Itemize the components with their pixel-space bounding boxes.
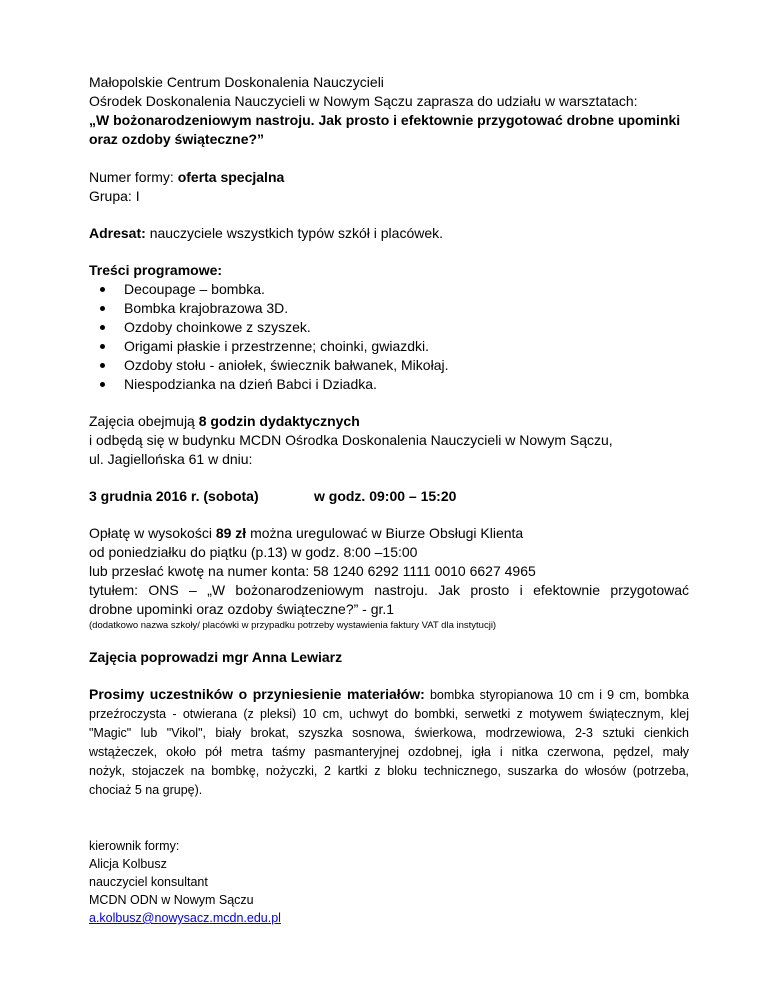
materials-text-1: bombka styropianowa 10 cm i 9 cm, bombka <box>429 688 689 702</box>
signature-institution: MCDN ODN w Nowym Sączu <box>89 893 254 907</box>
payment-note: (dodatkowo nazwa szkoły/ placówki w przypadku potrzeby wystawienia faktury VAT dla instytucji) <box>89 620 497 631</box>
form-number-value: oferta specjalna <box>177 169 285 185</box>
organization-name: Małopolskie Centrum Doskonalenia Nauczycieli <box>89 74 384 90</box>
instructor: Zajęcia poprowadzi mgr Anna Lewiarz <box>89 649 343 665</box>
list-item: Bombka krajobrazowa 3D. <box>118 299 689 318</box>
materials-line-5: nożyk, stojaczek na bombkę, nożyczki, 2 kartki z bloku technicznego, suszarka do włosów (potrzeba, <box>89 764 689 778</box>
email-link[interactable]: a.kolbusz@nowysacz.mcdn.edu.pl <box>89 911 281 925</box>
schedule-line-2: i odbędą się w budynku MCDN Ośrodka Doskonalenia Nauczycieli w Nowym Sączu, <box>89 432 613 448</box>
signature-name: Alicja Kolbusz <box>89 857 167 871</box>
schedule-line-1 <box>89 412 689 431</box>
materials-line-6: chociaż 5 na grupę). <box>89 783 203 797</box>
materials-label: Prosimy uczestników o przyniesienie materiałów: <box>89 686 425 702</box>
materials-line-3: "Magic" lub "Vikol", biały brokat, szyszka sosnowa, świerkowa, modrzewiowa, 2-3 sztuki cienkich <box>89 726 689 740</box>
document-page <box>89 73 689 927</box>
audience-label: Adresat: <box>89 225 146 241</box>
materials-line-1 <box>89 685 689 705</box>
invitation-text: Ośrodek Doskonalenia Nauczycieli w Nowym Sączu zaprasza do udziału w warsztatach: <box>89 93 638 109</box>
materials-line-4: wstążeczek, około pół metra taśmy pasmanteryjnej ozdobnej, igła i nitka czerwona, pędzel, mały <box>89 745 689 759</box>
payment-line-4: tytułem: ONS – „W bożonarodzeniowym nastroju. Jak prosto i efektownie przygotować <box>89 582 689 598</box>
list-item: Niespodzianka na dzień Babci i Dziadka. <box>118 375 689 394</box>
form-meta <box>89 168 689 206</box>
program-section <box>89 261 689 394</box>
program-label: Treści programowe: <box>89 262 223 278</box>
payment-line-3: lub przesłać kwotę na numer konta: 58 1240 6292 1111 0010 6627 4965 <box>89 563 536 579</box>
schedule-section <box>89 412 689 506</box>
date-row <box>89 487 689 506</box>
payment-suffix: można uregulować w Biurze Obsługi Klienta <box>250 525 524 541</box>
event-time: w godz. 09:00 – 15:20 <box>314 488 457 504</box>
schedule-prefix: Zajęcia obejmują <box>89 413 195 429</box>
program-list <box>89 280 689 394</box>
payment-amount: 89 zł <box>215 525 247 541</box>
list-item: Decoupage – bombka. <box>118 280 689 299</box>
list-item: Origami płaskie i przestrzenne; choinki, gwiazdki. <box>118 337 689 356</box>
workshop-title-line-1: „W bożonarodzeniowym nastroju. Jak prosto i efektownie przygotować drobne upominki <box>89 112 681 128</box>
payment-section <box>89 524 689 633</box>
signature-position: nauczyciel konsultant <box>89 875 208 889</box>
payment-line-5: drobne upominki oraz ozdoby świąteczne?” - gr.1 <box>89 601 395 617</box>
list-item: Ozdoby stołu - aniołek, świecznik bałwanek, Mikołaj. <box>118 356 689 375</box>
schedule-hours: 8 godzin dydaktycznych <box>198 413 360 429</box>
signature-role: kierownik formy: <box>89 839 180 853</box>
payment-prefix: Opłatę w wysokości <box>89 525 212 541</box>
group-label: Grupa: I <box>89 188 140 204</box>
payment-line-2: od poniedziałku do piątku (p.13) w godz. 8:00 –15:00 <box>89 544 418 560</box>
audience <box>89 224 689 243</box>
header <box>89 73 689 149</box>
signature-block <box>89 837 689 927</box>
audience-value: nauczyciele wszystkich typów szkół i placówek. <box>149 225 444 241</box>
list-item: Ozdoby choinkowe z szyszek. <box>118 318 689 337</box>
materials-section <box>89 685 689 800</box>
form-number-label: Numer formy: <box>89 169 174 185</box>
schedule-line-3: ul. Jagiellońska 61 w dniu: <box>89 451 253 467</box>
materials-line-2: przeźroczysta - otwierana (z pleksi) 10 cm, uchwyt do bombki, serwetki z motywem świątecznym, klej <box>89 707 689 721</box>
form-number <box>89 168 689 187</box>
event-date: 3 grudnia 2016 r. (sobota) <box>89 488 259 504</box>
workshop-title-line-2: oraz ozdoby świąteczne?” <box>89 131 265 147</box>
payment-line-1 <box>89 524 689 543</box>
